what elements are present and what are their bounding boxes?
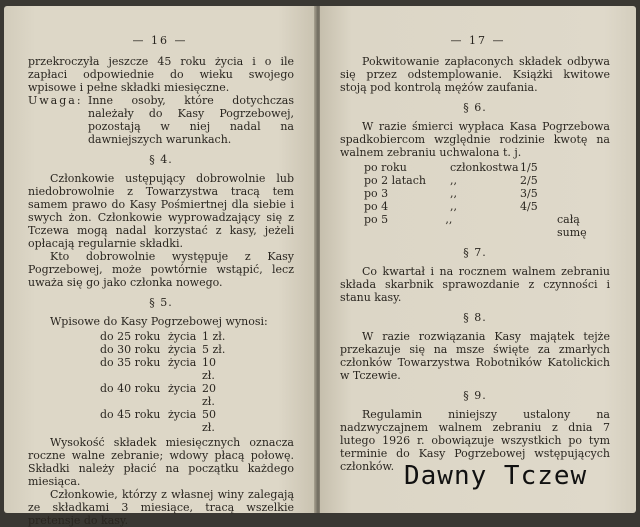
note-text: Inne osoby, które dotychczas należały do Kasy Pogrzebowej, pozostają w niej nadal na dawniejszych warunkach. [88,94,294,146]
section-heading: § 5. [149,296,173,309]
payout-tail: całą sumę [557,213,587,239]
paragraph: przekroczyła jeszcze 45 roku życia i o ile zapłaci odpowiednie do wieku swojego wpisowe i pełne składki miesięczne. [28,55,294,94]
payout-fraction: 3/5 [520,187,538,200]
section-heading: § 6. [463,101,487,114]
paragraph: Członkowie ustępujący dobrowolnie lub niedobrowolnie z Towarzystwa tracą tem samem prawo do Kasy Pośmiertnej dla siebie i swych żon. Członkowie wyprowadzający się z Tczewa mogą nadal korzystać z kasy, jeżeli opłacają regularnie składki. [28,172,294,250]
fee-row [100,343,294,356]
paragraph: Pokwitowanie zapłaconych składek odbywa się przez odstemplowanie. Książki kwitowe stoją pod kontrolą mężów zaufania. [340,55,610,94]
fee-row [100,382,294,408]
fee-word: życia [168,330,197,343]
fee-word: życia [168,356,197,369]
paragraph: Kto dobrowolnie występuje z Kasy Pogrzebowej, może powtórnie wstąpić, lecz uważa się go jako członka nowego. [28,250,294,289]
fee-table [100,330,294,434]
fee-amount: 10 zł. [202,356,216,382]
left-page-content [4,55,316,527]
payout-row [364,187,610,200]
fee-word: życia [168,408,197,421]
right-page-content [320,55,636,473]
note-label: Uwaga: [28,94,83,107]
fee-amount: 50 zł. [202,408,216,434]
payout-fraction: 4/5 [520,200,538,213]
fee-age: do 25 roku [100,330,161,343]
fee-word: życia [168,382,197,395]
payout-label: ,, [450,174,457,187]
paragraph: W razie rozwiązania Kasy majątek tejże przekazuje się na msze święte za zmarłych członków Towarzystwa Robotników Katolickich w Tczewie. [340,330,610,382]
fee-amount: 1 zł. [202,330,226,343]
payout-period: po roku [364,161,407,174]
payout-label: członkostwa [450,161,519,174]
right-page [320,6,636,513]
paragraph: Członkowie, którzy z własnej winy zalegają ze składkami 3 miesiące, tracą wszelkie pretensje do kasy. [28,488,294,527]
watermark-text: Dawny Tczew [404,461,588,491]
note [28,94,294,146]
payout-row [364,213,610,239]
payout-period: po 4 [364,200,389,213]
paragraph: Regulamin niniejszy ustalony na nadzwyczajnem walnem zebraniu z dnia 7 lutego 1926 r. obowiązuje wszystkich po tym terminie do Kasy Pogrzebowej wstępujących członków. [340,408,610,473]
fee-age: do 30 roku [100,343,161,356]
payout-row [364,200,610,213]
fee-row [100,356,294,382]
fee-row [100,408,294,434]
page-number-right: — 17 — [450,34,506,47]
payout-fraction: 2/5 [520,174,538,187]
paragraph: Wpisowe do Kasy Pogrzebowej wynosi: [50,315,268,328]
fee-word: życia [168,343,197,356]
payout-fraction: 1/5 [520,161,538,174]
payout-row [364,161,610,174]
fee-row [100,330,294,343]
payout-fraction [512,213,557,239]
section-heading: § 8. [463,311,487,324]
paragraph: Wysokość składek miesięcznych oznacza roczne walne zebranie; wdowy płacą połowę. Składki należy płacić na początku każdego miesiąca. [28,436,294,488]
section-heading: § 7. [463,246,487,259]
payout-table [364,161,610,239]
payout-period: po 3 [364,187,389,200]
paragraph: Co kwartał i na rocznem walnem zebraniu składa skarbnik sprawozdanie z czynności i stanu kasy. [340,265,610,304]
section-heading: § 9. [463,389,487,402]
left-page [4,6,316,527]
payout-period: po 2 latach [364,174,426,187]
payout-label: ,, [450,200,457,213]
payout-label: ,, [450,187,457,200]
fee-age: do 40 roku [100,382,161,395]
fee-age: do 45 roku [100,408,161,421]
paragraph: W razie śmierci wypłaca Kasa Pogrzebowa spadkobiercom względnie rodzinie kwotę na walnem zebraniu uchwalona t. j. [340,120,610,159]
fee-amount: 20 zł. [202,382,216,408]
payout-row [364,174,610,187]
payout-period: po 5 [364,213,389,226]
fee-age: do 35 roku [100,356,161,369]
page-number-left: — 16 — [132,34,188,47]
fee-amount: 5 zł. [202,343,226,356]
section-heading: § 4. [149,153,173,166]
payout-label: ,, [445,213,453,226]
